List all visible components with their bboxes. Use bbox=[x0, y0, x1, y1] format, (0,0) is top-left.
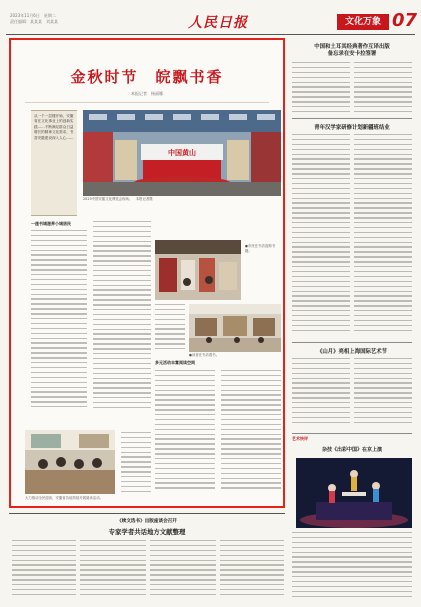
body-column-3a bbox=[155, 304, 185, 354]
bottom-headline[interactable]: 专家学者共话地方文献整理 bbox=[108, 528, 186, 536]
right-article-2-col-a bbox=[292, 134, 350, 338]
masthead-meta bbox=[10, 13, 58, 25]
right-bottom-text bbox=[292, 532, 412, 602]
divider bbox=[25, 102, 269, 103]
reading-event-photo bbox=[25, 430, 115, 494]
bottom-col-2 bbox=[80, 540, 146, 602]
section-label: 文化万象 bbox=[337, 14, 389, 30]
exhibition-hall-photo bbox=[83, 110, 281, 196]
bookstore-photo-1 bbox=[155, 240, 241, 300]
lead-text: 从一个一层楼开始，安徽省在文化事业上的创新实践……不断满足群众日益增长的精神文化需求，书香安徽建设深入人心…… bbox=[34, 114, 74, 140]
hall-photo-caption: 2023中国安徽文化博览会现场。 本报记者摄 bbox=[83, 197, 153, 201]
feature-title: 金秋时节 皖飘书香 bbox=[70, 68, 224, 86]
body-column-3 bbox=[155, 370, 215, 500]
right-article-1-col-b bbox=[354, 62, 412, 114]
right-article-2-headline[interactable]: 青年汉学家研修计划新疆班结业 bbox=[314, 125, 390, 131]
acrobatics-image bbox=[296, 458, 412, 528]
bookstore-image-2 bbox=[189, 304, 281, 352]
subheading-2: 多元活动丰富阅读空间 bbox=[155, 360, 195, 365]
body-column-2 bbox=[93, 221, 151, 421]
right-article-3-headline[interactable]: 《山月》亮相上海国际艺术节 bbox=[316, 349, 388, 355]
photo-bl-caption: 大力推动全民阅读，安徽省各地持续开展阅读活动。 bbox=[25, 496, 103, 500]
bottom-kicker: 《续文选书》出版座谈会召开 bbox=[117, 519, 177, 524]
masthead-date: 2023年11月6日 星期二 bbox=[10, 13, 56, 18]
right-photo-headline[interactable]: 杂技《出彩中国》在京上演 bbox=[321, 447, 382, 453]
body-column-2b bbox=[121, 432, 151, 500]
masthead-editors: 责任编辑：某某某 刘某某 bbox=[10, 19, 58, 24]
bookstore-photo-2 bbox=[189, 304, 281, 352]
right-article-1-headline[interactable]: 中国和土耳其经典著作互译出版 备忘录在安卡拉签署 bbox=[314, 44, 390, 57]
right-article-3-col-b bbox=[354, 358, 412, 430]
photo-r2-caption: ●读者在书店看书。 bbox=[189, 353, 220, 357]
right-divider-1 bbox=[292, 118, 412, 119]
reading-event-image bbox=[25, 430, 115, 494]
subheading-1: 一座书城滋养小城居民 bbox=[31, 221, 71, 226]
right-article-3-col-a bbox=[292, 358, 350, 430]
right-divider-3 bbox=[292, 433, 412, 434]
bottom-col-4 bbox=[220, 540, 284, 602]
acrobatics-photo bbox=[296, 458, 412, 528]
bookstore-image-1 bbox=[155, 240, 241, 300]
right-article-2-col-b bbox=[354, 134, 412, 338]
exhibition-hall-image bbox=[83, 110, 281, 196]
feature-byline: 本报记者 杨丽娜 bbox=[131, 91, 163, 96]
page-number: 07 bbox=[392, 10, 418, 31]
bottom-col-1 bbox=[12, 540, 76, 602]
newspaper-logo: 人民日报 bbox=[188, 15, 248, 31]
photo-r1-caption: ●市民在书店选购书籍。 bbox=[245, 244, 276, 253]
bottom-divider bbox=[9, 513, 285, 514]
right-divider-2 bbox=[292, 342, 412, 343]
right-article-1-col-a bbox=[292, 62, 350, 114]
body-column-4 bbox=[221, 370, 281, 500]
hall-sign-text: 中国黄山 bbox=[168, 149, 196, 157]
masthead-rule bbox=[6, 34, 415, 35]
bottom-col-3 bbox=[150, 540, 216, 602]
body-column-1 bbox=[31, 230, 87, 420]
lead-box bbox=[31, 110, 77, 216]
featured-article[interactable] bbox=[9, 38, 285, 508]
section-tag: 艺术快评 bbox=[292, 436, 308, 441]
masthead bbox=[6, 10, 418, 34]
